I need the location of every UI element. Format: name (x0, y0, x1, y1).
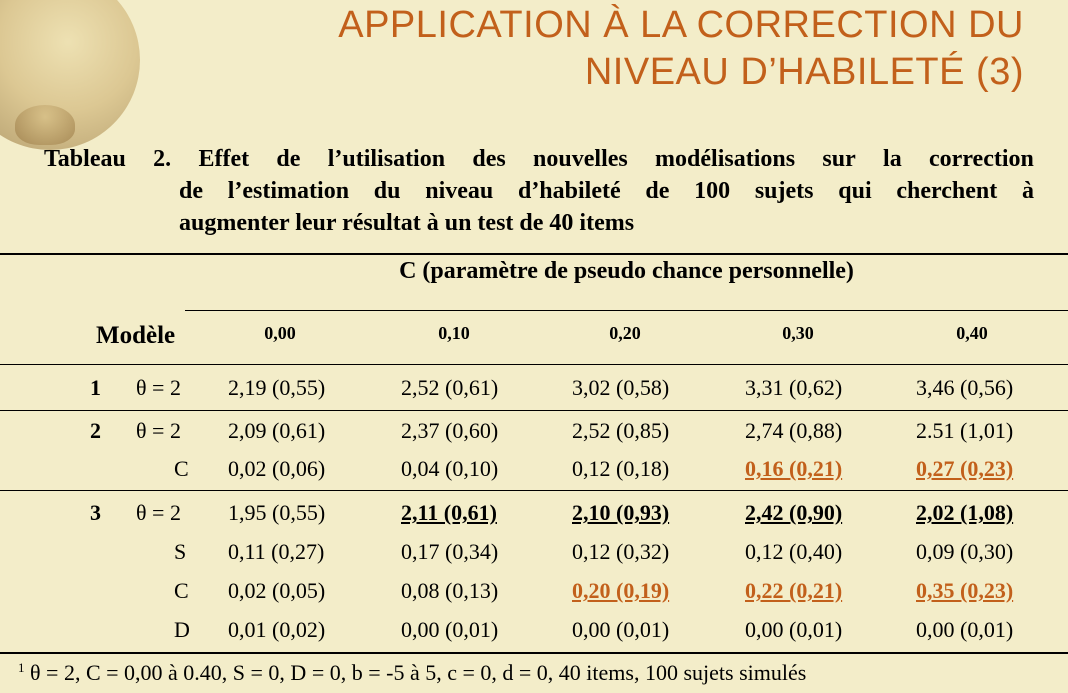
table-cell: 0,17 (0,34) (401, 539, 499, 564)
table-cell-highlighted: 0,16 (0,21) (745, 456, 843, 481)
column-header: 0,40 (956, 323, 988, 343)
footnote-text: θ = 2, C = 0,00 à 0.40, S = 0, D = 0, b = -5 à 5, c = 0, d = 0, 40 items, 100 sujets simulés (30, 660, 807, 685)
caption-word: l’estimation (227, 178, 350, 204)
table-cell: 0,11 (0,27) (228, 539, 325, 564)
table-cell: 1,95 (0,55) (228, 500, 326, 525)
caption-word: de (179, 178, 203, 204)
table-cell-bold: 2,02 (1,08) (916, 500, 1014, 525)
model-number: 1 (90, 375, 101, 400)
model-number: 2 (90, 418, 101, 443)
row-rule (0, 410, 1068, 411)
table-cell-highlighted: 0,22 (0,21) (745, 578, 843, 603)
table-cell-highlighted: 0,27 (0,23) (916, 456, 1014, 481)
table-cell: 2,74 (0,88) (745, 418, 843, 443)
row-rule (0, 490, 1068, 491)
param-label: S (174, 539, 187, 564)
caption-word: 100 (694, 178, 731, 204)
caption-word: de (645, 178, 670, 204)
footnote-marker: 1 (18, 660, 25, 675)
param-label: C (174, 578, 189, 603)
table-cell: 0,00 (0,01) (745, 617, 843, 642)
column-header: 0,20 (609, 323, 641, 343)
caption-word: cherchent (896, 178, 998, 204)
caption-word: 2. (153, 146, 172, 172)
table-cell-bold: 2,42 (0,90) (745, 500, 843, 525)
table-cell: 0,00 (0,01) (401, 617, 499, 642)
table-cell: 3,31 (0,62) (745, 375, 843, 400)
table-cell: 0,12 (0,40) (745, 539, 843, 564)
table-bottom-rule (0, 652, 1068, 654)
caption-word: d’habileté (517, 178, 621, 204)
caption-line-1 (44, 143, 1034, 175)
table-cell: 0,08 (0,13) (401, 578, 499, 603)
table-cell: 2,52 (0,61) (401, 375, 499, 400)
caption-word: niveau (425, 178, 494, 204)
table-cell: 3,46 (0,56) (916, 375, 1014, 400)
table-cell: 0,09 (0,30) (916, 539, 1014, 564)
table-cell: 0,01 (0,02) (228, 617, 326, 642)
table-cell: 2,09 (0,61) (228, 418, 326, 443)
table-cell: 0,12 (0,32) (572, 539, 670, 564)
param-label: θ = 2 (136, 500, 181, 525)
table-cell: 0,12 (0,18) (572, 456, 670, 481)
table-cell: 0,00 (0,01) (916, 617, 1014, 642)
caption-word: Effet (198, 146, 250, 172)
param-label: D (174, 617, 190, 642)
caption-word: modélisations (655, 146, 796, 172)
table-cell: 0,02 (0,06) (228, 456, 326, 481)
column-header: 0,00 (264, 323, 296, 343)
caption-word: des (472, 146, 506, 172)
table-cell: 0,02 (0,05) (228, 578, 326, 603)
caption-word: qui (838, 178, 872, 204)
group-header: C (paramètre de pseudo chance personnelle) (399, 258, 854, 284)
caption-word: à (1021, 178, 1034, 204)
group-header-rule (185, 310, 1068, 311)
column-header: 0,10 (438, 323, 470, 343)
table-cell: 0,04 (0,10) (401, 456, 499, 481)
caption-word: sujets (754, 178, 814, 204)
table-cell-highlighted: 0,35 (0,23) (916, 578, 1014, 603)
caption-word: la (883, 146, 902, 172)
caption-word: nouvelles (533, 146, 628, 172)
header-bottom-rule (0, 364, 1068, 365)
table-cell: 3,02 (0,58) (572, 375, 670, 400)
title-line-1: APPLICATION À LA CORRECTION DU (338, 4, 1024, 46)
column-header: 0,30 (782, 323, 814, 343)
table-cell: 2,37 (0,60) (401, 418, 499, 443)
caption-line-2 (179, 175, 1034, 207)
model-number: 3 (90, 500, 101, 525)
table-cell-bold: 2,10 (0,93) (572, 500, 670, 525)
param-label: C (174, 456, 189, 481)
caption-word: de (276, 146, 301, 172)
slide-title (338, 2, 1024, 96)
caption-word: Tableau (44, 146, 126, 172)
table-caption (44, 143, 1034, 239)
caption-word: l’utilisation (327, 146, 446, 172)
caption-word: sur (822, 146, 856, 172)
caption-word: correction (929, 146, 1034, 172)
table-footnote (18, 660, 806, 686)
table-cell-bold: 2,11 (0,61) (401, 500, 497, 525)
model-header: Modèle (96, 322, 176, 349)
globe-stand-decoration (15, 105, 75, 145)
title-line-2: NIVEAU D’HABILETÉ (3) (584, 51, 1024, 93)
table-cell: 2,19 (0,55) (228, 375, 326, 400)
table-cell: 2,52 (0,85) (572, 418, 670, 443)
caption-word: du (373, 178, 401, 204)
param-label: θ = 2 (136, 418, 181, 443)
table-cell: 2.51 (1,01) (916, 418, 1014, 443)
table-cell: 0,00 (0,01) (572, 617, 670, 642)
table-top-rule (0, 253, 1068, 255)
param-label: θ = 2 (136, 375, 181, 400)
caption-line-3: augmenter leur résultat à un test de 40 items (179, 210, 635, 236)
table-cell-highlighted: 0,20 (0,19) (572, 578, 670, 603)
